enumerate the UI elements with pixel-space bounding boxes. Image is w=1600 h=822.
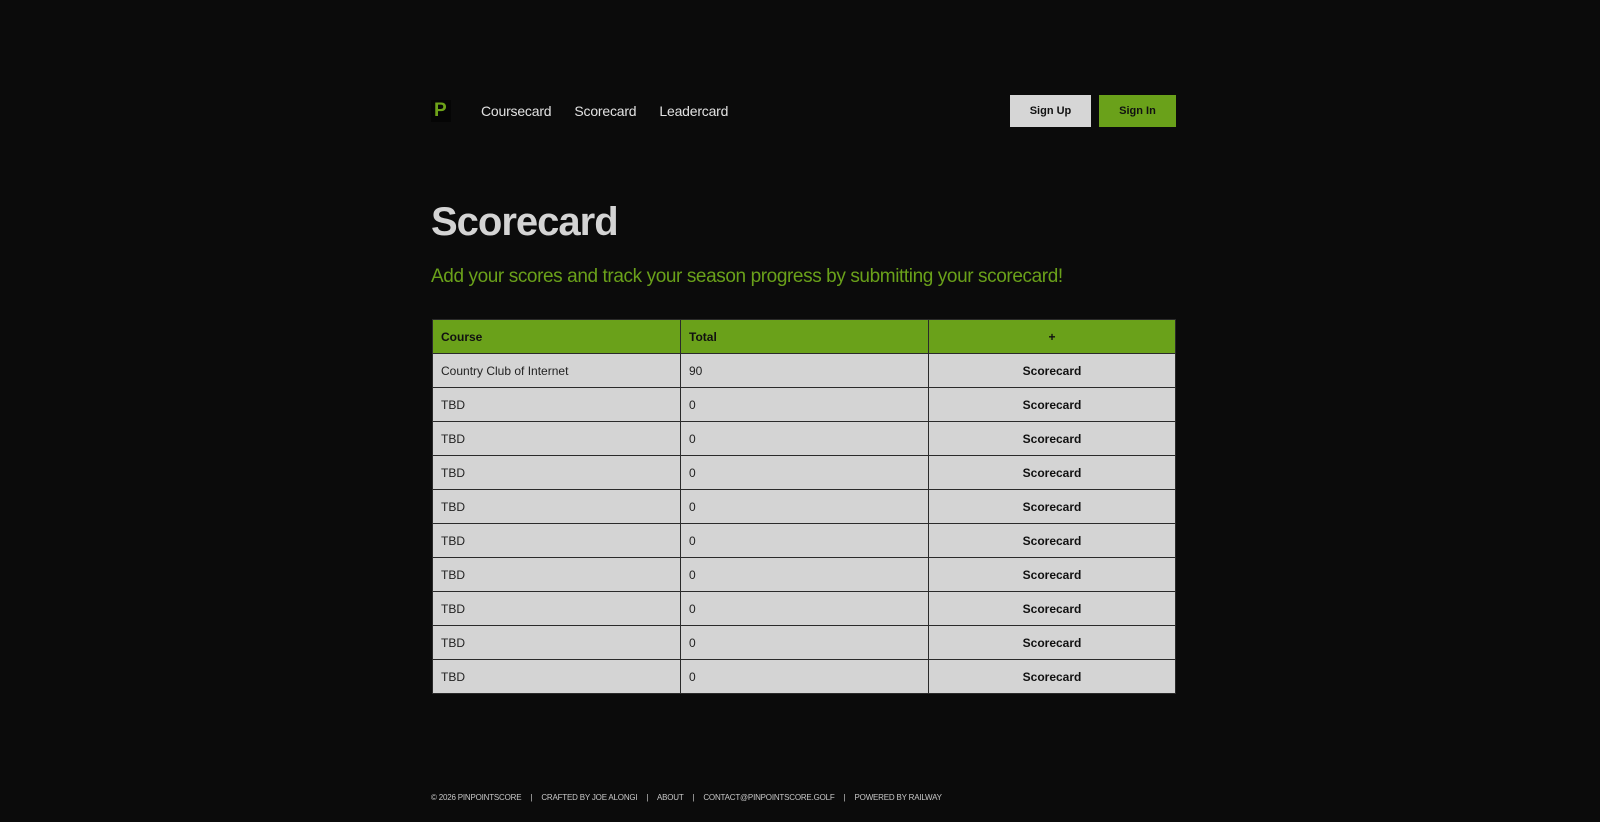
table-row: [433, 456, 1176, 490]
scorecard-link[interactable]: Scorecard: [929, 422, 1176, 456]
course-cell: TBD: [433, 558, 681, 592]
table-body: [433, 354, 1176, 694]
site-header: [431, 95, 1176, 127]
footer-separator: |: [843, 793, 846, 802]
course-cell: TBD: [433, 388, 681, 422]
header-course: Course: [433, 320, 681, 354]
table-row: [433, 354, 1176, 388]
page-subtitle: Add your scores and track your season progress by submitting your scorecard!: [431, 266, 1063, 287]
nav-scorecard[interactable]: Scorecard: [574, 103, 637, 119]
nav-coursecard[interactable]: Coursecard: [481, 103, 552, 119]
scorecard-link[interactable]: Scorecard: [929, 456, 1176, 490]
total-cell: 0: [681, 388, 929, 422]
footer-separator: |: [530, 793, 533, 802]
footer-separator: |: [692, 793, 695, 802]
table-row: [433, 558, 1176, 592]
add-scorecard-button[interactable]: +: [929, 320, 1176, 354]
table-row: [433, 422, 1176, 456]
scorecard-link[interactable]: Scorecard: [929, 354, 1176, 388]
sign-in-button[interactable]: Sign In: [1099, 95, 1176, 127]
course-cell: TBD: [433, 592, 681, 626]
page-title: Scorecard: [431, 200, 618, 244]
scorecard-link[interactable]: Scorecard: [929, 388, 1176, 422]
scorecard-link[interactable]: Scorecard: [929, 660, 1176, 694]
course-cell: TBD: [433, 660, 681, 694]
total-cell: 0: [681, 490, 929, 524]
footer-separator: |: [646, 793, 649, 802]
footer-about-link[interactable]: ABOUT: [656, 793, 684, 802]
total-cell: 0: [681, 524, 929, 558]
total-cell: 90: [681, 354, 929, 388]
course-cell: TBD: [433, 490, 681, 524]
logo[interactable]: P: [431, 100, 451, 122]
course-cell: TBD: [433, 524, 681, 558]
course-cell: TBD: [433, 626, 681, 660]
main-nav: [481, 95, 728, 127]
total-cell: 0: [681, 422, 929, 456]
table-row: [433, 626, 1176, 660]
total-cell: 0: [681, 660, 929, 694]
footer-crafted-by: CRAFTED BY JOE ALONGI: [541, 793, 638, 802]
scorecard-link[interactable]: Scorecard: [929, 490, 1176, 524]
footer-powered-by-link[interactable]: POWERED BY RAILWAY: [854, 793, 942, 802]
total-cell: 0: [681, 558, 929, 592]
scorecard-link[interactable]: Scorecard: [929, 558, 1176, 592]
site-footer: [431, 793, 942, 802]
total-cell: 0: [681, 592, 929, 626]
header-total: Total: [681, 320, 929, 354]
table-row: [433, 490, 1176, 524]
table-row: [433, 524, 1176, 558]
total-cell: 0: [681, 626, 929, 660]
table-row: [433, 660, 1176, 694]
auth-buttons: [1010, 95, 1176, 127]
course-cell: TBD: [433, 456, 681, 490]
scores-table: [432, 319, 1176, 694]
nav-leadercard[interactable]: Leadercard: [659, 103, 729, 119]
table-row: [433, 592, 1176, 626]
table-row: [433, 388, 1176, 422]
scorecard-link[interactable]: Scorecard: [929, 592, 1176, 626]
scorecard-link[interactable]: Scorecard: [929, 524, 1176, 558]
scorecard-link[interactable]: Scorecard: [929, 626, 1176, 660]
footer-contact-link[interactable]: CONTACT@PINPOINTSCORE.GOLF: [703, 793, 835, 802]
course-cell: Country Club of Internet: [433, 354, 681, 388]
table-header-row: [433, 320, 1176, 354]
total-cell: 0: [681, 456, 929, 490]
course-cell: TBD: [433, 422, 681, 456]
footer-copyright: © 2026 PINPOINTSCORE: [431, 793, 522, 802]
sign-up-button[interactable]: Sign Up: [1010, 95, 1091, 127]
